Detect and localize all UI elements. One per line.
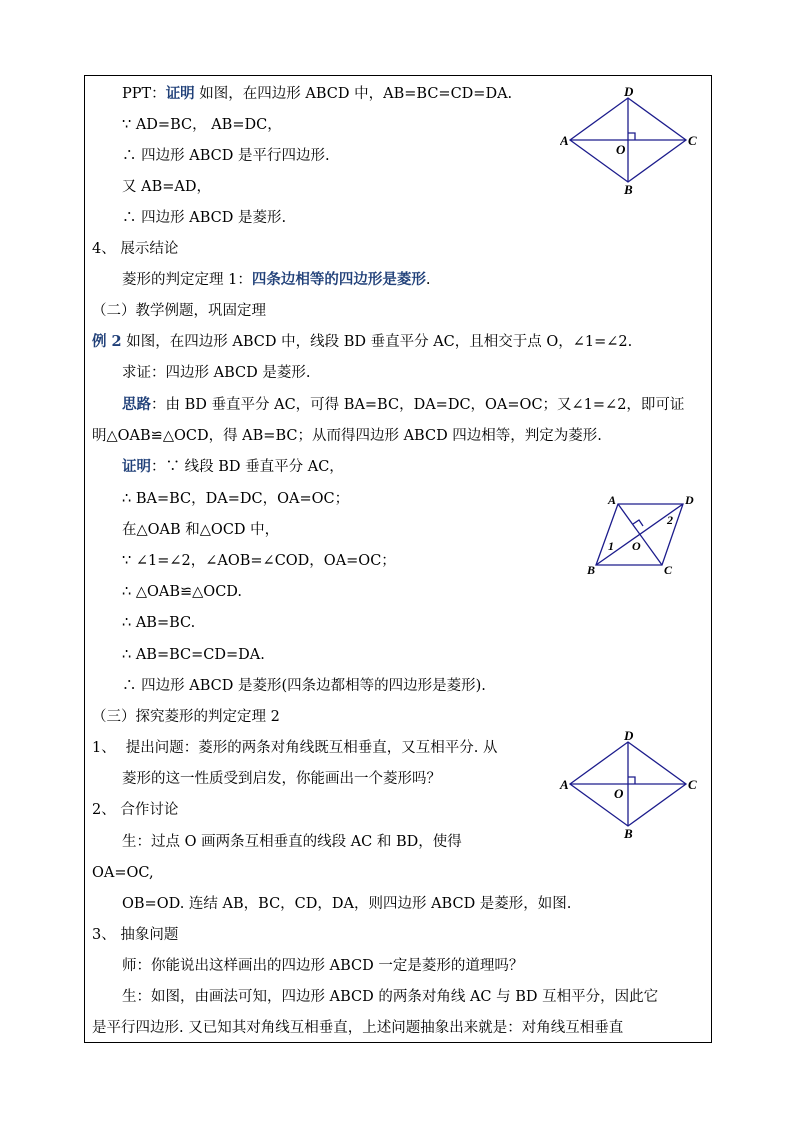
proof-line: ∴ 四边形 ABCD 是平行四边形. xyxy=(122,148,330,164)
proof-line: ∴ BA=BC，DA=DC，OA=OC； xyxy=(122,491,350,507)
label-b: B xyxy=(587,563,596,577)
label-a: A xyxy=(608,493,617,507)
item2-heading: 2、 合作讨论 xyxy=(92,802,179,818)
label-d: D xyxy=(624,728,634,743)
student-line: OA=OC, xyxy=(92,865,154,881)
proof-line: ∴ 四边形 ABCD 是菱形(四条边都相等的四边形是菱形). xyxy=(122,678,486,694)
angle-1-label: 1 xyxy=(608,539,614,553)
label-o: O xyxy=(632,539,641,553)
proof-line: 证明：∵ 线段 BD 垂直平分 AC， xyxy=(122,458,344,475)
prove-line: 求证：四边形 ABCD 是菱形. xyxy=(122,365,311,381)
label-b: B xyxy=(624,182,633,196)
student-line: 生：如图，由画法可知，四边形 ABCD 的两条对角线 AC 与 BD 互相平分，因此它 xyxy=(122,989,659,1005)
rhombus-figure-1 xyxy=(560,84,700,196)
angle-2-label: 2 xyxy=(667,513,673,527)
proof-line: ∵ AD=BC， AB=DC， xyxy=(122,117,282,133)
proof-line: ∴ AB=BC. xyxy=(122,615,196,631)
right-angle-mark xyxy=(628,133,635,140)
teacher-line: 师：你能说出这样画出的四边形 ABCD 一定是菱形的道理吗？ xyxy=(122,958,524,974)
example-2-figure xyxy=(582,490,700,580)
proof-label: 证明 xyxy=(165,85,195,102)
theorem-1: 菱形的判定定理 1：四条边相等的四边形是菱形. xyxy=(122,271,431,288)
student-line: OB=OD. 连结 AB，BC，CD，DA，则四边形 ABCD 是菱形，如图. xyxy=(122,896,572,912)
proof-line: ∵ ∠1=∠2，∠AOB=∠COD，OA=OC； xyxy=(122,553,396,569)
label-d: D xyxy=(685,493,694,507)
item1-line-2: 菱形的这一性质受到启发，你能画出一个菱形吗？ xyxy=(122,771,441,787)
right-angle-mark xyxy=(628,777,635,784)
step4-heading: 4、 展示结论 xyxy=(92,241,179,257)
proof-intro-line: PPT：证明 如图，在四边形 ABCD 中，AB=BC=CD=DA. xyxy=(122,85,513,102)
part3-heading: （三）探究菱形的判定定理 2 xyxy=(92,709,280,725)
proof-line: ∴ △OAB≌△OCD. xyxy=(122,584,243,600)
rhombus-figure-2 xyxy=(558,728,700,840)
label-d: D xyxy=(624,84,634,99)
label-c: C xyxy=(688,777,697,792)
proof-line: ∴ 四边形 ABCD 是菱形. xyxy=(122,210,287,226)
example-2-line: 例 2 如图，在四边形 ABCD 中，线段 BD 垂直平分 AC，且相交于点 O，∠1=∠2. xyxy=(92,333,633,350)
label-a: A xyxy=(560,133,569,148)
label-c: C xyxy=(664,563,673,577)
idea-line: 思路：由 BD 垂直平分 AC，可得 BA=BC，DA=DC，OA=OC；又∠1=∠2，即可证 xyxy=(122,396,685,413)
student-line: 是平行四边形. 又已知其对角线互相垂直，上述问题抽象出来就是：对角线互相垂直 xyxy=(92,1020,624,1036)
part2-heading: （二）教学例题，巩固定理 xyxy=(92,303,266,319)
student-line: 生：过点 O 画两条互相垂直的线段 AC 和 BD，使得 xyxy=(122,834,462,850)
label-c: C xyxy=(688,133,697,148)
item3-heading: 3、 抽象问题 xyxy=(92,927,179,943)
proof-line: 在△OAB 和△OCD 中， xyxy=(122,522,280,538)
item1-line: 1、 提出问题：菱形的两条对角线既互相垂直，又互相平分. 从 xyxy=(92,740,498,756)
right-angle-mark xyxy=(633,520,643,526)
label-b: B xyxy=(624,826,633,840)
label-a: A xyxy=(560,777,569,792)
proof-line: ∴ AB=BC=CD=DA. xyxy=(122,647,265,663)
label-o: O xyxy=(616,142,626,157)
proof-line: 又 AB=AD， xyxy=(122,179,211,195)
idea-line-2: 明△OAB≌△OCD，得 AB=BC；从而得四边形 ABCD 四边相等，判定为菱形. xyxy=(92,428,602,444)
label-o: O xyxy=(614,786,624,801)
